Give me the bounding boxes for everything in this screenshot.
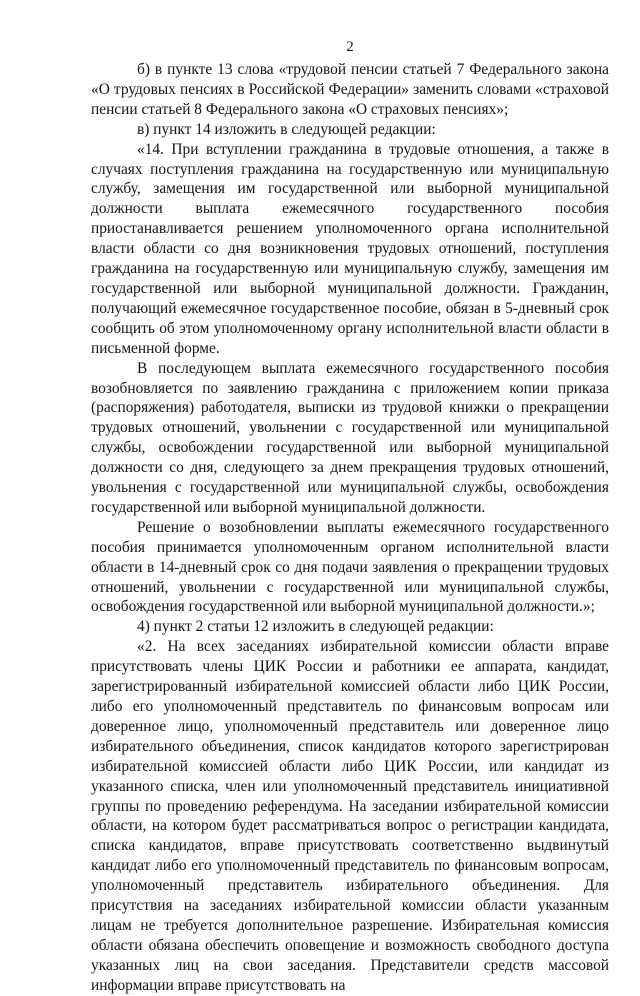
paragraph-point-2: «2. На всех заседаниях избирательной комиссии области вправе присутствовать члены ЦИК России и работники ее аппарата, кандидат, зарегистрированный избирательной комиссией области либо ЦИК России, либо его уполномоченный представитель по финансовым вопросам или доверенное лицо, уполномоченный представитель или доверенное лицо избирательного объединения, список кандидатов которого зарегистрирован избирательной комиссией области либо ЦИК России, или кандидат из указанного списка, член или уполномоченный представитель инициативной группы по проведению референдума. На заседании избирательной комиссии области, на котором будет рассматриваться вопрос о регистрации кандидата, списка кандидатов, вправе присутствовать соответственно выдвинутый кандидат либо его уполномоченный представитель по финансовым вопросам, уполномоченный представитель избирательного объединения. Для присутствия на заседаниях избирательной комиссии области указанным лицам не требуется дополнительное разрешение. Избирательная комиссия области обязана обеспечить оповещение и возможность свободного доступа указанных лиц на свои заседания. Представители средств массовой информации вправе присутствовать на — [91, 638, 609, 994]
document-body — [91, 60, 609, 996]
paragraph-decision: Решение о возобновлении выплаты ежемесячного государственного пособия принимается уполномоченным органом исполнительной власти области в 14-дневный срок со дня подачи заявления о прекращении трудовых отношений, увольнении с государственной или муниципальной службы, освобождения государственной или выборной муниципальной должности.»; — [91, 518, 609, 616]
paragraph-item-v: в) пункт 14 изложить в следующей редакции: — [137, 120, 436, 138]
paragraph-point-14: «14. При вступлении гражданина в трудовые отношения, а также в случаях поступления гражданина на государственную или муниципальную службу, замещения им государственной или выборной муниципальной должности выплата ежемесячного государственного пособия приостанавливается решением уполномоченного органа исполнительной власти области со дня возникновения трудовых отношений, поступления гражданина на государственную или муниципальную службу, замещения им государственной или выборной муниципальной должности. Гражданин, получающий ежемесячное государственное пособие, обязан в 5-дневный срок сообщить об этом уполномоченному органу исполнительной власти области в письменной форме. — [91, 140, 609, 357]
paragraph-item-b: б) в пункте 13 слова «трудовой пенсии статьей 7 Федерального закона «О трудовых пенсиях в Российской Федерации» заменить словами «страховой пенсии статьей 8 Федерального закона «О страховых пенсиях»; — [91, 61, 609, 118]
paragraph-item-4: 4) пункт 2 статьи 12 изложить в следующей редакции: — [137, 618, 494, 636]
page-number: 2 — [346, 39, 354, 55]
paragraph-resumption: В последующем выплата ежемесячного государственного пособия возобновляется по заявлению гражданина с приложением копии приказа (распоряжения) работодателя, выписки из трудовой книжки о прекращении трудовых отношений, увольнении с государственной или муниципальной службы, освобождении государственной или выборной муниципальной должности со дня, следующего за днем прекращения трудовых отношений, увольнения с государственной или муниципальной службы, освобождения государственной или выборной муниципальной должности. — [91, 359, 609, 516]
